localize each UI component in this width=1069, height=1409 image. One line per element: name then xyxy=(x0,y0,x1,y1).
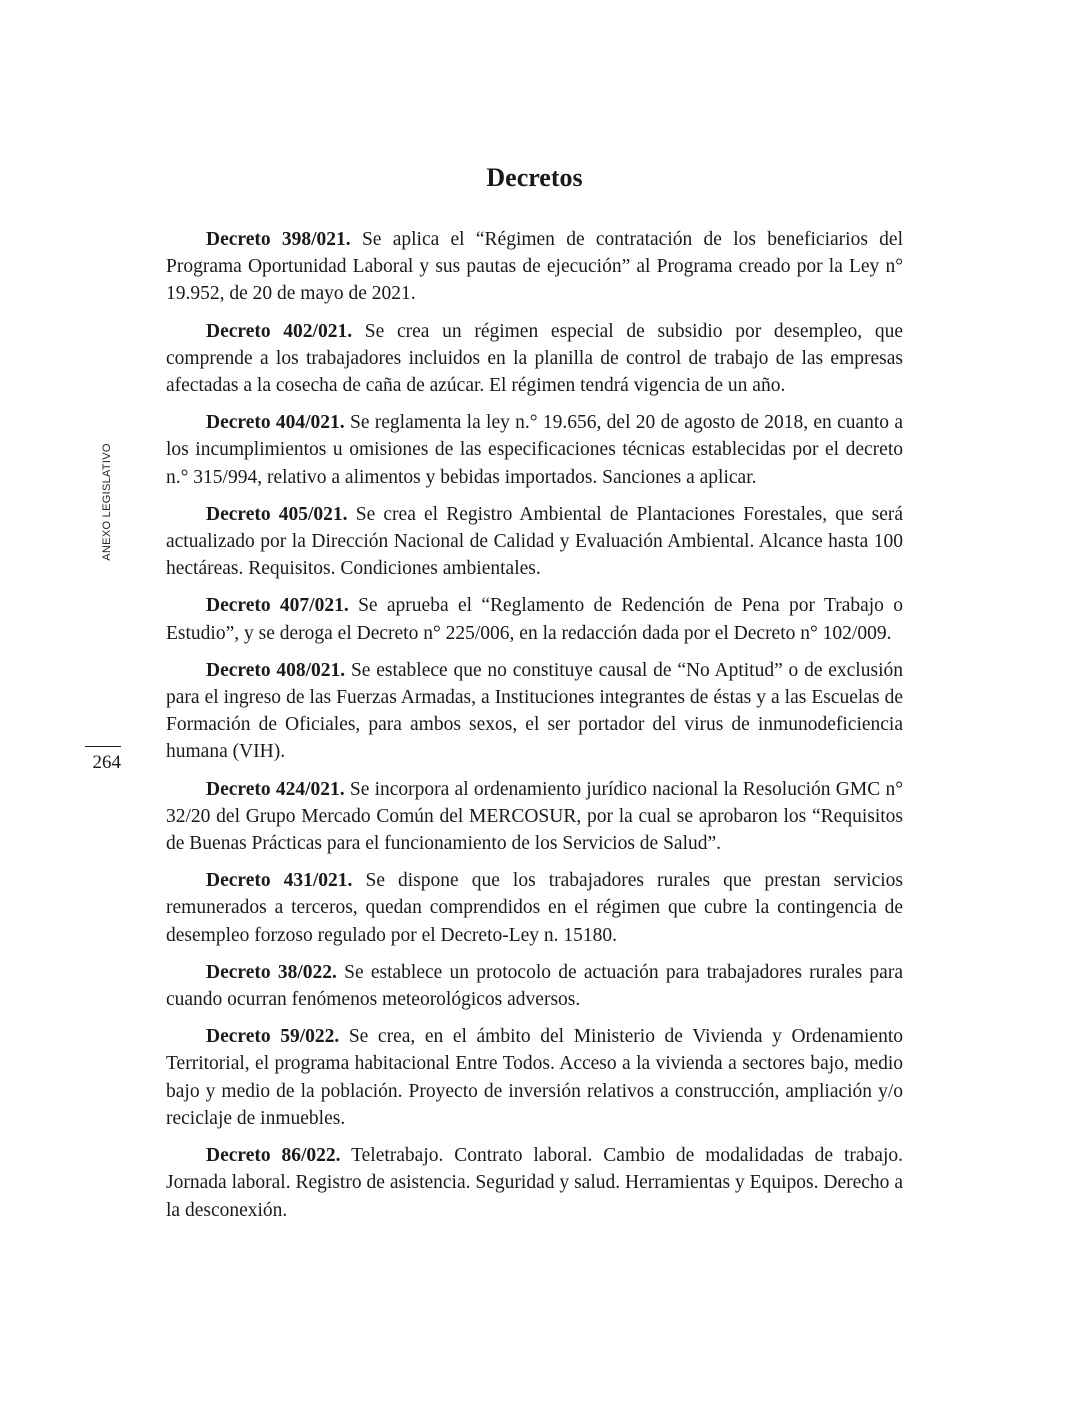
decree-text: Se crea, en el ámbito del Ministerio de Vivienda y Ordenamiento Territorial, el programa habitacional Entre Todos. Acceso a la vivienda a sectores bajo, medio bajo y medio de la población. Proyecto de inversión relativos a construcción, ampliación y/o reciclaje de inmuebles. xyxy=(166,1026,903,1129)
decree-number: Decreto 86/022. xyxy=(206,1145,341,1167)
decree-paragraph xyxy=(166,776,903,858)
decree-text: Se aplica el “Régimen de contratación de los beneficiarios del Programa Oportunidad Laboral y sus pautas de ejecución” al Programa creado por la Ley n° 19.952, de 20 de mayo de 2021. xyxy=(166,229,904,305)
decree-text: Se establece un protocolo de actuación para trabajadores rurales para cuando ocurran fenómenos meteorológicos adversos. xyxy=(166,961,903,1011)
decree-paragraph xyxy=(166,959,903,1013)
side-section-label-text: ANEXO LEGISLATIVO xyxy=(101,443,113,561)
decree-number: Decreto 405/021. xyxy=(206,503,348,525)
decree-number: Decreto 404/021. xyxy=(206,412,345,434)
decree-number: Decreto 407/021. xyxy=(206,595,349,617)
decree-number: Decreto 398/021. xyxy=(206,229,351,250)
decree-text: Se aprueba el “Reglamento de Redención de Pena por Trabajo o Estudio”, y se deroga el Decreto n° 225/006, en la redacción dada por el Decreto n° 102/009. xyxy=(166,595,904,644)
decree-paragraph xyxy=(166,409,903,491)
decree-text: Se reglamenta la ley n.° 19.656, del 20 de agosto de 2018, en cuanto a los incumplimientos u omisiones de las especificaciones técnicas establecidas por el decreto n.° 315/994, relativo a alimentos y bebidas importados. Sanciones a aplicar. xyxy=(166,412,903,488)
decree-text: Se incorpora al ordenamiento jurídico nacional la Resolución GMC n° 32/20 del Grupo Mercado Común del MERCOSUR, por la cual se aprobaron los “Requisitos de Buenas Prácticas para el funcionamiento de los Servicios de Salud”. xyxy=(166,778,903,855)
decree-paragraph xyxy=(166,657,903,766)
page-number: 264 xyxy=(92,752,121,773)
decree-text: Se crea un régimen especial de subsidio por desempleo, que comprende a los trabajadores incluidos en la planilla de control de trabajo de las empresas afectadas a la cosecha de caña de azúcar. El régimen tendrá vigencia de un año. xyxy=(166,320,903,397)
decree-number: Decreto 59/022. xyxy=(206,1026,340,1048)
decree-number: Decreto 402/021. xyxy=(206,320,353,342)
decree-number: Decreto 38/022. xyxy=(206,961,337,983)
decree-paragraph xyxy=(166,318,903,400)
decree-text: Teletrabajo. Contrato laboral. Cambio de modalidadas de trabajo. Jornada laboral. Registro de asistencia. Seguridad y salud. Herramientas y Equipos. Derecho a la desconexión. xyxy=(166,1145,903,1221)
page-title: Decretos xyxy=(486,163,583,192)
page-number-rule xyxy=(85,746,121,747)
decree-paragraph xyxy=(166,867,903,949)
decree-paragraph xyxy=(166,1142,903,1224)
decree-list xyxy=(166,226,903,1234)
decree-number: Decreto 431/021. xyxy=(206,870,353,892)
decree-text: Se dispone que los trabajadores rurales que prestan servicios remunerados a terceros, quedan comprendidos en el régimen que cubre la contingencia de desempleo forzoso regulado por el Decreto-Ley n. 15180. xyxy=(166,870,903,946)
decree-text: Se crea el Registro Ambiental de Plantaciones Forestales, que será actualizado por la Dirección Nacional de Calidad y Evaluación Ambiental. Alcance hasta 100 hectáreas. Requisitos. Condiciones ambientales. xyxy=(166,503,903,580)
decree-text: Se establece que no constituye causal de “No Aptitud” o de exclusión para el ingreso de las Fuerzas Armadas, a Instituciones integrantes de éstas y a las Escuelas de Formación de Oficiales, para ambos sexos, el ser portador del virus de inmunodeficiencia humana (VIH). xyxy=(166,659,903,763)
side-section-label xyxy=(100,440,114,564)
decree-number: Decreto 424/021. xyxy=(206,778,345,800)
decree-number: Decreto 408/021. xyxy=(206,659,346,681)
decree-paragraph xyxy=(166,592,903,646)
decree-paragraph xyxy=(166,501,903,583)
decree-paragraph xyxy=(166,1023,903,1132)
decree-paragraph xyxy=(166,226,903,308)
